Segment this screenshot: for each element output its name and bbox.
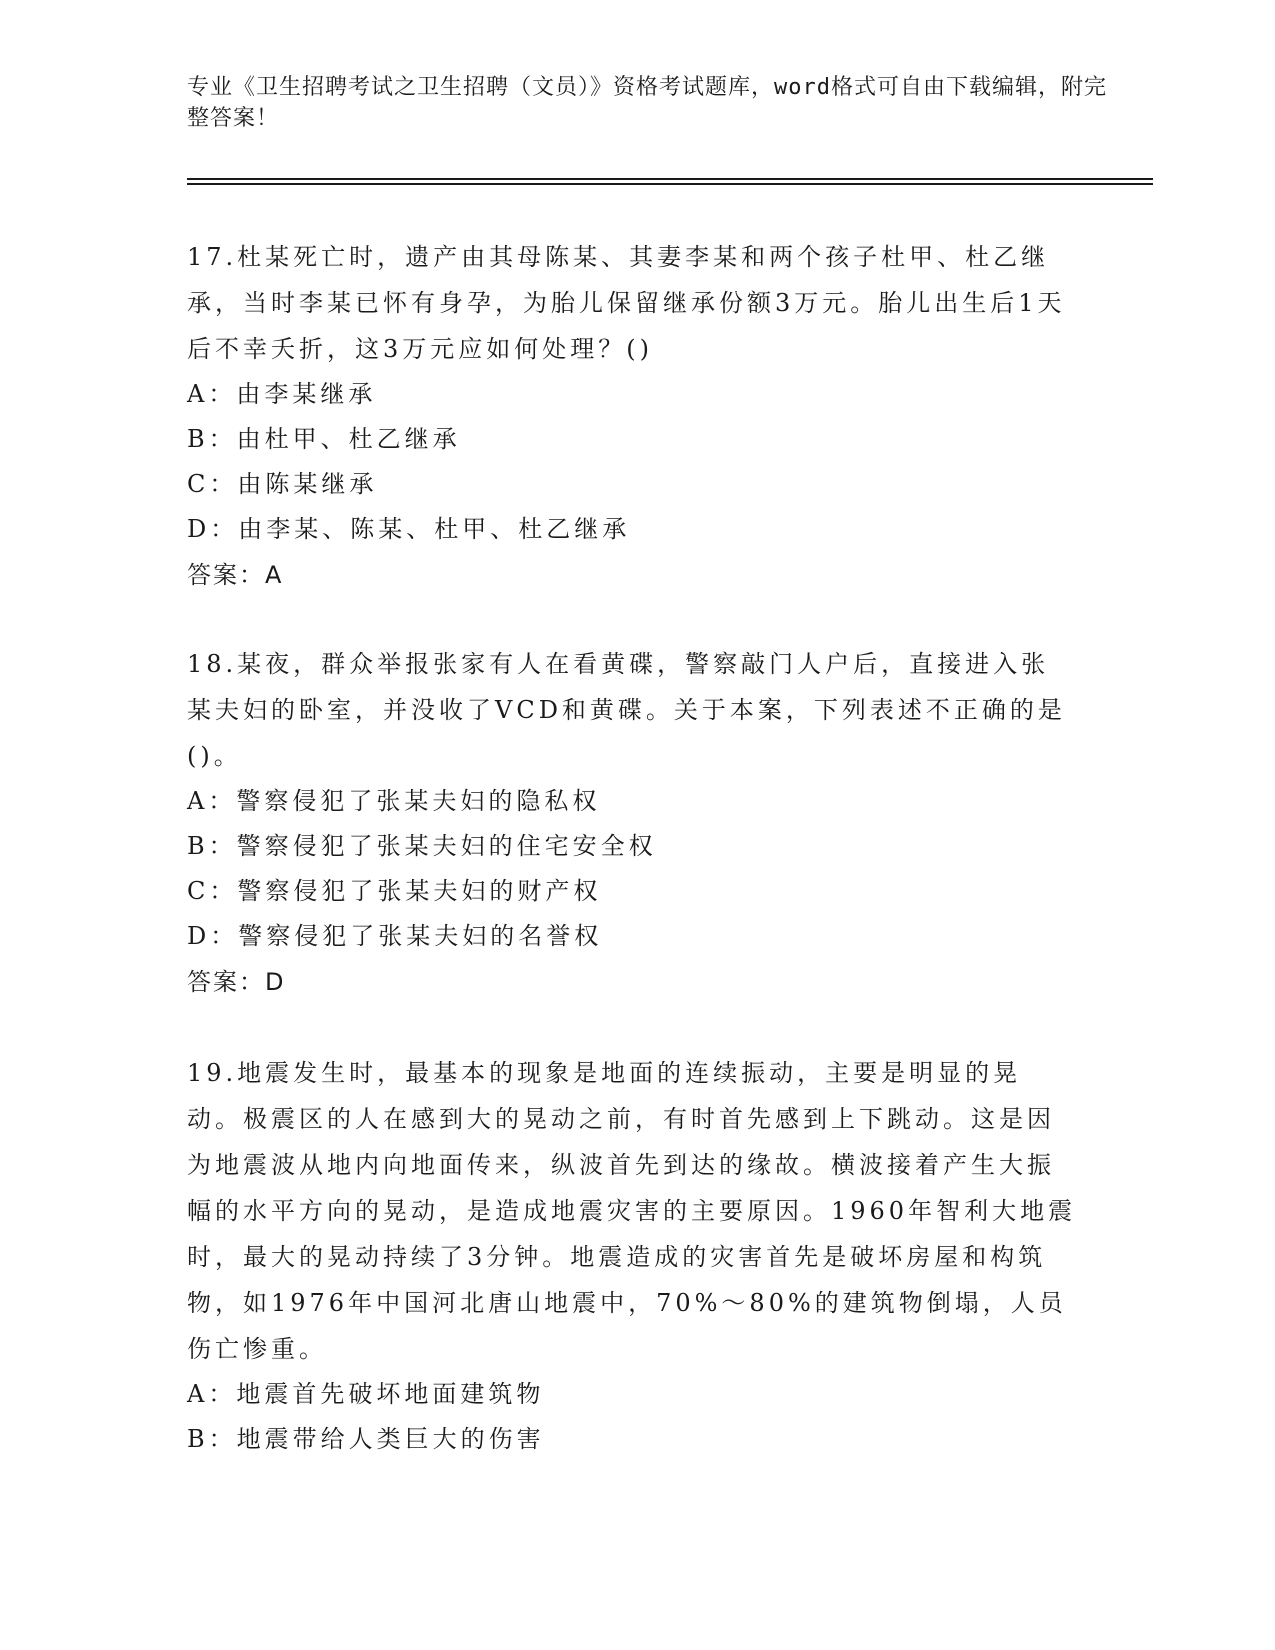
question-17	[187, 234, 1077, 598]
option-c: C：警察侵犯了张某夫妇的财产权	[187, 877, 602, 905]
option-c: C：由陈某继承	[187, 470, 378, 498]
option-b: B：警察侵犯了张某夫妇的住宅安全权	[187, 832, 657, 860]
option-a: A：警察侵犯了张某夫妇的隐私权	[187, 787, 601, 815]
question-stem: 19.地震发生时，最基本的现象是地面的连续振动，主要是明显的晃动。极震区的人在感到大的晃动之前，有时首先感到上下跳动。这是因为地震波从地内向地面传来，纵波首先到达的缘故。横波接着产生大振幅的水平方向的晃动，是造成地震灾害的主要原因。1960年智利大地震时，最大的晃动持续了3分钟。地震造成的灾害首先是破坏房屋和构筑物，如1976年中国河北唐山地震中，70%～80%的建筑物倒塌，人员伤亡惨重。	[187, 1059, 1077, 1363]
option-d: D：警察侵犯了张某夫妇的名誉权	[187, 922, 603, 950]
option-a: A：地震首先破坏地面建筑物	[187, 1380, 545, 1408]
document-header: 专业《卫生招聘考试之卫生招聘（文员）》资格考试题库，word格式可自由下载编辑，附完整答案！	[187, 75, 1107, 131]
question-18	[187, 641, 1077, 1005]
question-stem: 18.某夜，群众举报张家有人在看黄碟，警察敲门人户后，直接进入张某夫妇的卧室，并没收了VCD和黄碟。关于本案，下列表述不正确的是()。	[187, 650, 1066, 770]
option-b: B：地震带给人类巨大的伤害	[187, 1425, 545, 1453]
header-rule-bottom	[187, 183, 1153, 185]
question-19	[187, 1050, 1077, 1462]
header-rule-top	[187, 178, 1153, 180]
answer-line: 答案：D	[187, 968, 286, 996]
question-stem: 17.杜某死亡时，遗产由其母陈某、其妻李某和两个孩子杜甲、杜乙继承，当时李某已怀有身孕，为胎儿保留继承份额3万元。胎儿出生后1天后不幸夭折，这3万元应如何处理？()	[187, 243, 1066, 363]
answer-line: 答案：A	[187, 561, 284, 589]
option-a: A：由李某继承	[187, 380, 377, 408]
option-b: B：由杜甲、杜乙继承	[187, 425, 461, 453]
option-d: D：由李某、陈某、杜甲、杜乙继承	[187, 515, 631, 543]
